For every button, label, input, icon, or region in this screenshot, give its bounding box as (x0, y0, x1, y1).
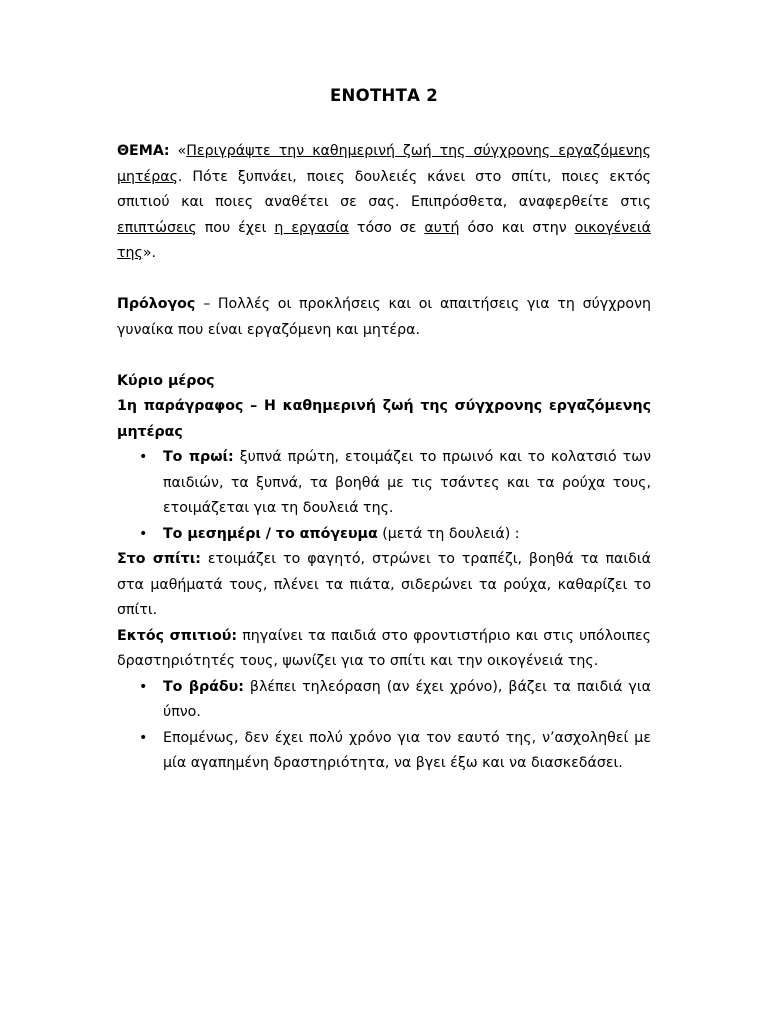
list-item-noon (139, 522, 651, 548)
noon-label: Το μεσημέρι / το απόγευμα (163, 525, 378, 542)
home-label: Στο σπίτι: (117, 551, 201, 567)
theme-label: ΘΕΜΑ: (117, 143, 170, 159)
evening-label: Το βράδυ: (163, 678, 244, 695)
paragraph1-heading: 1η παράγραφος – Η καθημερινή ζωή της σύγχρονης εργαζόμενης μητέρας (117, 398, 651, 440)
consequently-text: Επομένως, δεν έχει πολύ χρόνο για τον εαυτό της, ν’ασχοληθεί με μία αγαπημένη δραστηριότητα, να βγει έξω και να διασκεδάσει. (163, 729, 651, 771)
morning-label: Το πρωί: (163, 449, 234, 465)
theme-text-4: όσο και στην (459, 219, 575, 236)
theme-underlined-work: η εργασία (274, 219, 349, 236)
theme-underlined-herself: αυτή (424, 219, 460, 236)
theme-text-3: τόσο σε (348, 219, 425, 236)
list-item-evening (139, 675, 651, 726)
theme-paragraph (117, 139, 651, 267)
bullet-icon: • (139, 449, 148, 465)
theme-underlined-effects: επιπτώσεις (117, 219, 197, 236)
theme-text-2: που έχει (196, 219, 275, 236)
theme-underlined-topic: Περιγράψτε την καθημερινή ζωή της σύγχρονης εργαζόμενης μητέρας (117, 143, 651, 185)
quote-close: ». (142, 245, 157, 261)
list-item-consequently (139, 726, 651, 777)
outside-paragraph (117, 624, 651, 675)
bullet-icon: • (139, 729, 148, 746)
noon-text: (μετά τη δουλειά) : (377, 525, 520, 542)
home-paragraph (117, 547, 651, 624)
outside-text: πηγαίνει τα παιδιά στο φροντιστήριο και στις υπόλοιπες δραστηριότητές τους, ψωνίζει για το σπίτι και την οικογένειά της. (117, 627, 651, 669)
spacer (117, 343, 651, 369)
quote-open: « (177, 143, 187, 159)
document-body (117, 139, 651, 777)
theme-text-1: . Πότε ξυπνάει, ποιες δουλειές κάνει στο σπίτι, ποιες εκτός σπιτιού και ποιες αναθέτει σε σας. Επιπρόσθετα, αναφερθείτε στις (117, 168, 651, 210)
bullet-icon: • (139, 525, 148, 542)
outside-label: Εκτός σπιτιού: (117, 627, 237, 644)
prologue-paragraph (117, 292, 651, 343)
main-heading: Κύριο μέρος (117, 372, 215, 389)
prologue-label: Πρόλογος (117, 296, 196, 312)
bullet-icon: • (139, 678, 148, 695)
morning-list (117, 445, 651, 547)
morning-text: ξυπνά πρώτη, ετοιμάζει το πρωινό και το κολατσιό των παιδιών, τα ξυπνά, τα βοηθά με τις τσάντες και τα ρούχα τους, ετοιμάζεται για τη δουλειά της. (163, 449, 651, 516)
evening-list (117, 675, 651, 777)
home-text: ετοιμάζει το φαγητό, στρώνει το τραπέζι, βοηθά τα παιδιά στα μαθήματά τους, πλένει τα πιάτα, σιδερώνει τα ρούχα, καθαρίζει το σπίτι. (117, 551, 651, 618)
document-title: ΕΝΟΤΗΤΑ 2 (329, 86, 439, 105)
theme-underlined-family: οικογένειά της (117, 219, 652, 261)
list-item-morning (139, 445, 651, 522)
spacer (117, 267, 651, 293)
evening-text: βλέπει τηλεόραση (αν έχει χρόνο), βάζει τα παιδιά για ύπνο. (163, 678, 651, 720)
prologue-text: – Πολλές οι προκλήσεις και οι απαιτήσεις για τη σύγχρονη γυναίκα που είναι εργαζόμενη και μητέρα. (117, 296, 651, 338)
